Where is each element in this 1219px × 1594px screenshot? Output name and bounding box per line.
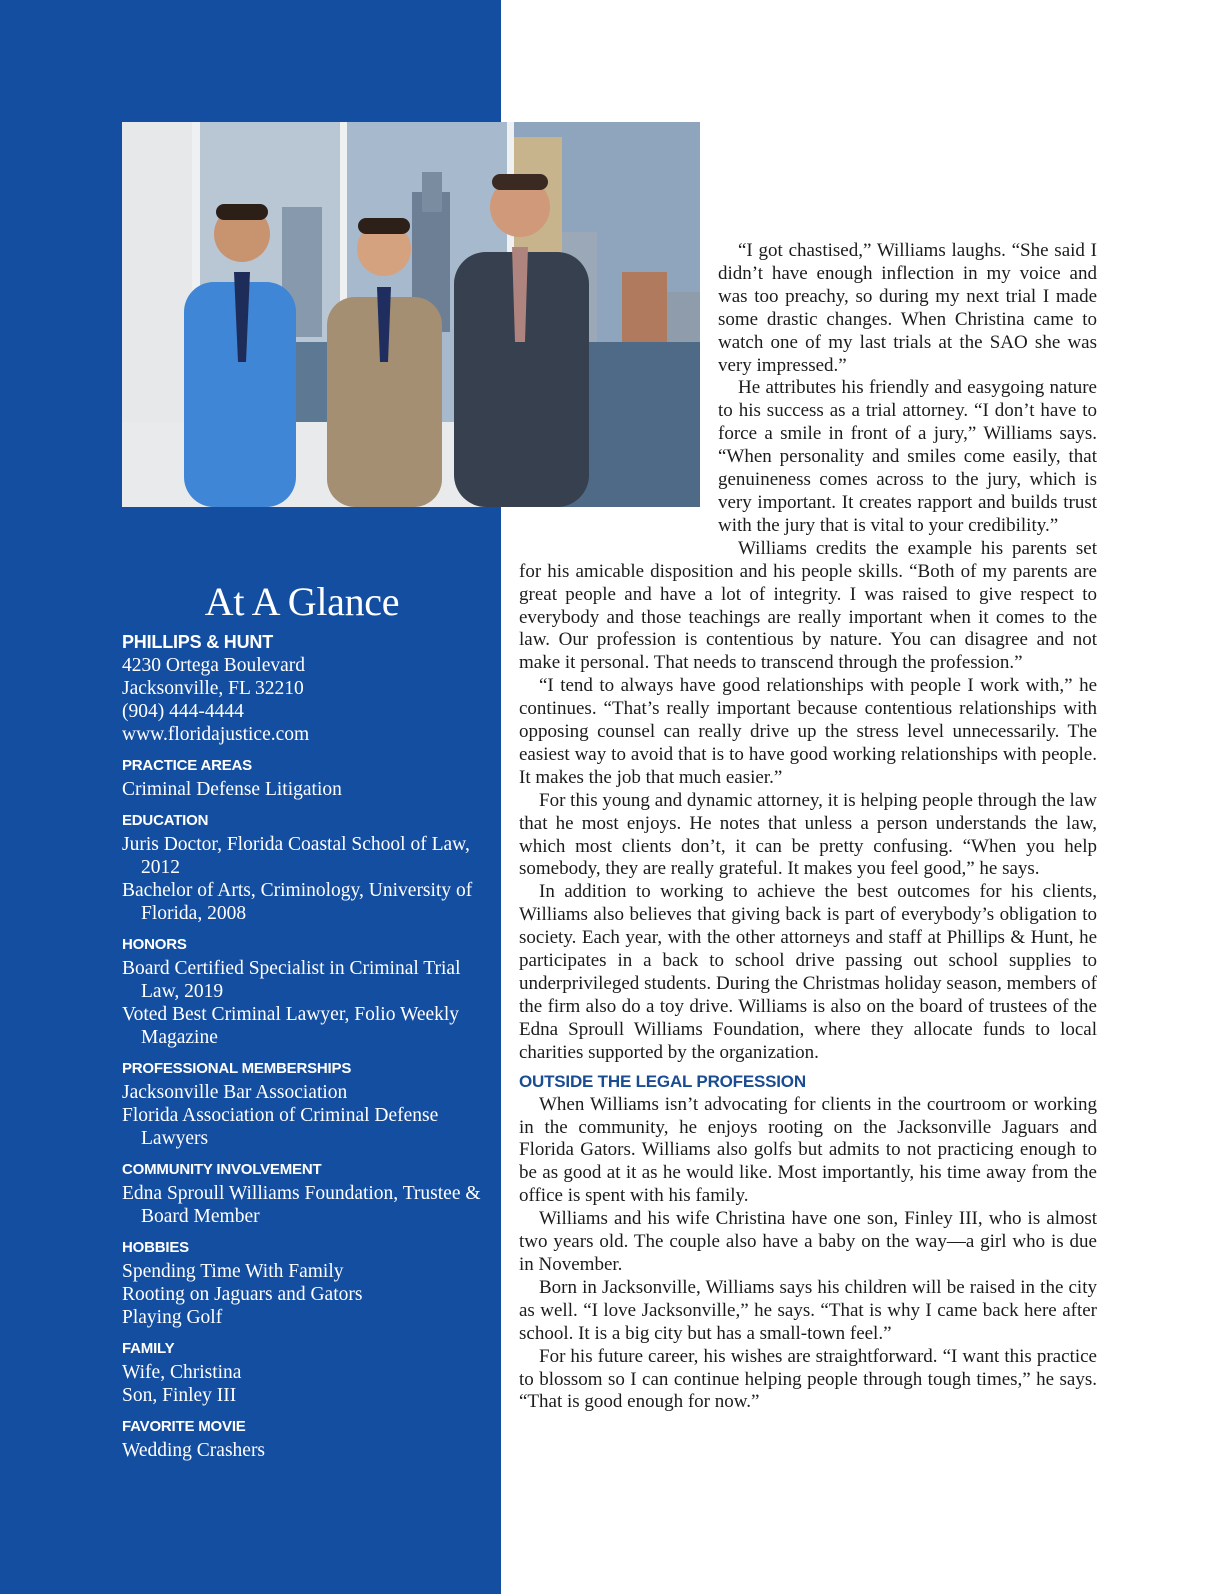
glance-section-item: Juris Doctor, Florida Coastal School of Law, 2012	[122, 834, 470, 878]
at-a-glance-title: At A Glance	[204, 579, 400, 624]
article-paragraph: When Williams isn’t advocating for clients in the courtroom or working in the community, he enjoys rooting on the Jacksonville Jaguars and Florida Gators. Williams also golfs but admits to not practicing enough to be as good at it as he would like. Most importantly, his time away from the office is spent with his family.	[519, 1093, 1097, 1207]
article-paragraph: “I tend to always have good relationships with people I work with,” he continues. “That’s really important because contentious relationships with opposing counsel can really drive up the stress level unnecessarily. The easiest way to avoid that is to have good working relationships with people. It makes the job that much easier.”	[519, 675, 1097, 788]
firm-contact-section	[122, 631, 482, 746]
article-subheading: OUTSIDE THE LEGAL PROFESSION	[519, 1071, 806, 1091]
article-paragraph: Williams and his wife Christina have one son, Finley III, who is almost two years old. The couple also have a baby on the way—a girl who is due in November.	[519, 1208, 1097, 1275]
glance-section-heading: HONORS	[122, 936, 187, 953]
article-paragraph: For this young and dynamic attorney, it is helping people through the law that he most enjoys. He notes that unless a person understands the law, which most clients don’t, it can be pretty confusing. “When you help somebody, they are really grateful. It makes you feel good,” he says.	[519, 789, 1097, 880]
glance-section-heading: FAMILY	[122, 1340, 175, 1357]
glance-section-item: Voted Best Criminal Lawyer, Folio Weekly Magazine	[122, 1004, 460, 1048]
glance-section	[122, 810, 482, 925]
article-paragraphs-2	[519, 1094, 1097, 1415]
article-paragraph: In addition to working to achieve the best outcomes for his clients, Williams also believes that giving back is part of everybody’s obligation to society. Each year, with the other attorneys and staff at Phillips & Hunt, he participates in a back to school drive passing out school supplies to underprivileged students. During the Christmas holiday season, members of the firm also do a toy drive. Williams is also on the board of trustees of the Edna Sproull Williams Foundation, where they allocate funds to local charities supported by the organization.	[519, 881, 1097, 1063]
glance-section-heading: COMMUNITY INVOLVEMENT	[122, 1161, 322, 1178]
glance-section-heading: HOBBIES	[122, 1239, 189, 1256]
article-paragraph: For his future career, his wishes are straightforward. “I want this practice to blossom so I can continue helping people through tough times,” he says. “That is good enough for now.”	[519, 1345, 1097, 1413]
glance-section-item: Wife, Christina	[122, 1362, 242, 1383]
at-a-glance-panel	[122, 578, 482, 1471]
glance-section-heading: PROFESSIONAL MEMBERSHIPS	[122, 1060, 352, 1077]
glance-section-item: Spending Time With Family	[122, 1261, 344, 1282]
glance-section-item: Rooting on Jaguars and Gators	[122, 1284, 363, 1305]
article-paragraph: “I got chastised,” Williams laughs. “She said I didn’t have enough inflection in my voice and was too preachy, so during my next trial I made some drastic changes. When Christina came to watch one of my last trials at the SAO she was very impressed.”	[718, 240, 1097, 376]
article-paragraph: He attributes his friendly and easygoing nature to his success as a trial attorney. “I don’t have to force a smile in front of a jury,” Williams says. “When personality and smiles come easily, that genuineness comes across to the jury, which is very important. It creates rapport and builds trust with the jury that is vital to your credibility.”	[718, 377, 1097, 536]
glance-section	[122, 1338, 482, 1407]
glance-section-item: Wedding Crashers	[122, 1440, 266, 1461]
glance-section	[122, 1416, 482, 1462]
glance-section-item: Son, Finley III	[122, 1385, 237, 1406]
article-paragraph: Williams credits the example his parents set for his amicable disposition and his people skills. “Both of my parents are great people and have a lot of integrity. I was raised to give respect to everybody and those teachings are really important when it comes to the law. Our profession is contentious by nature. You can disagree and not make it personal. That needs to transcend through the profession.”	[519, 537, 1097, 674]
firm-website: www.floridajustice.com	[122, 724, 310, 745]
glance-section	[122, 1237, 482, 1329]
glance-section	[122, 1159, 482, 1228]
glance-section	[122, 934, 482, 1049]
photo-wrap-spacer	[519, 240, 718, 542]
glance-sections	[122, 755, 482, 1462]
glance-section	[122, 1058, 482, 1150]
glance-section-heading: PRACTICE AREAS	[122, 757, 252, 774]
firm-name: PHILLIPS & HUNT	[122, 632, 274, 652]
firm-address-line-2: Jacksonville, FL 32210	[122, 678, 304, 699]
firm-address-line-1: 4230 Ortega Boulevard	[122, 655, 306, 676]
glance-section-item: Florida Association of Criminal Defense Lawyers	[122, 1105, 439, 1149]
glance-section-item: Criminal Defense Litigation	[122, 779, 342, 800]
glance-section	[122, 755, 482, 801]
glance-section-item: Jacksonville Bar Association	[122, 1082, 348, 1103]
firm-phone: (904) 444-4444	[122, 701, 244, 722]
article-body	[519, 240, 1097, 1414]
glance-section-item: Edna Sproull Williams Foundation, Trustee & Board Member	[122, 1183, 481, 1227]
glance-section-heading: FAVORITE MOVIE	[122, 1418, 246, 1435]
glance-section-heading: EDUCATION	[122, 812, 209, 829]
glance-section-item: Playing Golf	[122, 1307, 223, 1328]
glance-section-item: Bachelor of Arts, Criminology, University of Florida, 2008	[122, 880, 473, 924]
glance-section-item: Board Certified Specialist in Criminal Trial Law, 2019	[122, 958, 461, 1002]
article-paragraph: Born in Jacksonville, Williams says his children will be raised in the city as well. “I love Jacksonville,” he says. “That is why I came back here after school. It is a big city but has a small-town feel.”	[519, 1276, 1097, 1344]
